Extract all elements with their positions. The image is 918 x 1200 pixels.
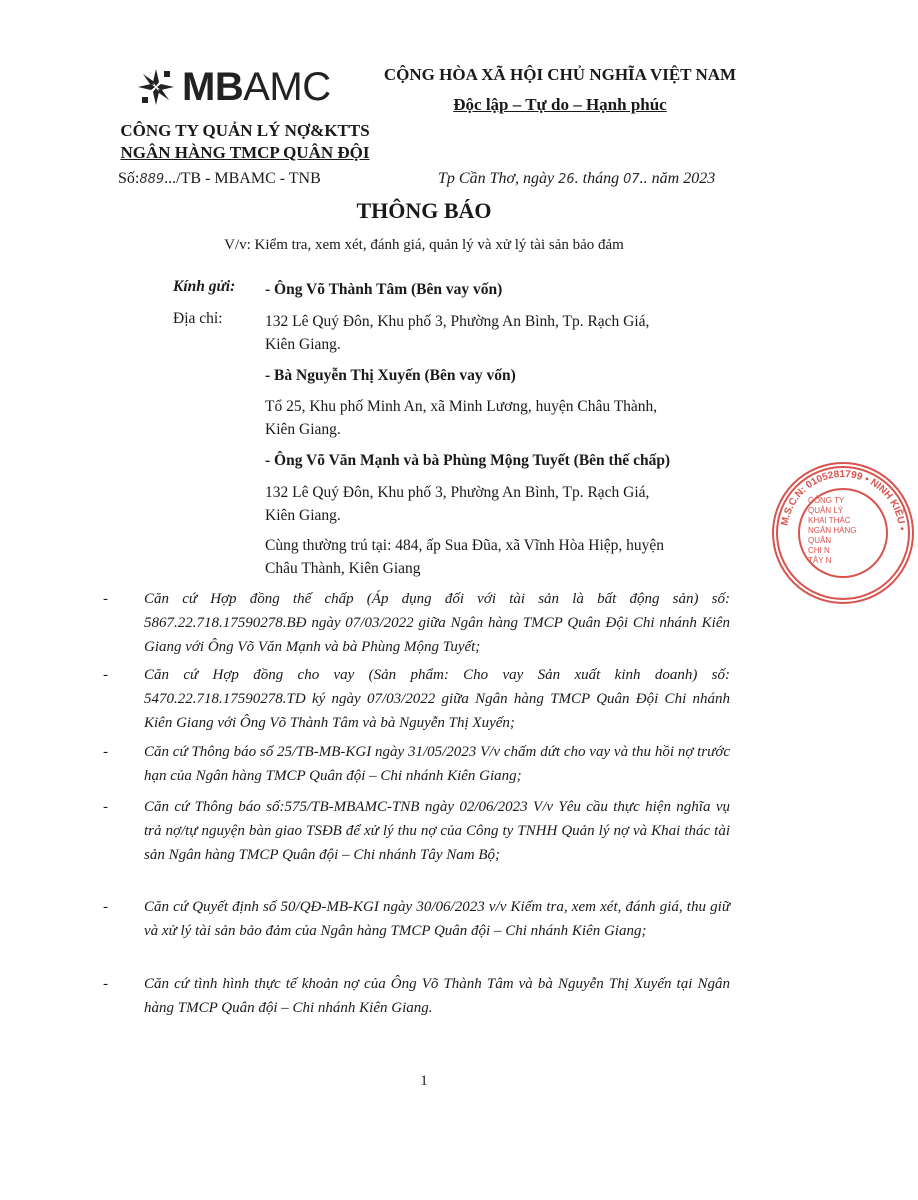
basis-5: Căn cứ Quyết định số 50/QĐ-MB-KGI ngày 30/06/2023 v/v Kiểm tra, xem xét, đánh giá, thu giữ và xử lý tài sản bảo đảm của Ngân hàng TMCP Quân đội – Chi nhánh Kiên Giang; bbox=[144, 899, 730, 939]
logo-text: MBAMC bbox=[182, 64, 331, 109]
document-subject: V/v: Kiểm tra, xem xét, đánh giá, quản lý và xử lý tài sản bảo đảm bbox=[224, 237, 624, 253]
basis-6-bullet: - bbox=[103, 976, 108, 992]
company-line-2: NGÂN HÀNG TMCP QUÂN ĐỘI bbox=[120, 143, 370, 162]
basis-5-bullet: - bbox=[103, 899, 108, 915]
mbamc-star-icon bbox=[134, 65, 178, 109]
basis-3: Căn cứ Thông báo số 25/TB-MB-KGI ngày 31/05/2023 V/v chấm dứt cho vay và thu hồi nợ trước hạn của Ngân hàng TMCP Quân đội – Chi nhánh Kiên Giang; bbox=[144, 744, 730, 784]
company-line-1: CÔNG TY QUẢN LÝ NỢ&KTTS bbox=[120, 121, 370, 140]
country-name: CỘNG HÒA XÃ HỘI CHỦ NGHĨA VIỆT NAM bbox=[383, 65, 737, 84]
page-number: 1 bbox=[420, 1073, 428, 1089]
company-name bbox=[110, 120, 380, 164]
recipient-2-address: Tổ 25, Khu phố Minh An, xã Minh Lương, huyện Châu Thành, Kiên Giang. bbox=[265, 398, 658, 438]
recipient-1-name: - Ông Võ Thành Tâm (Bên vay vốn) bbox=[265, 281, 503, 298]
document-number: Số:889.../TB - MBAMC - TNB bbox=[118, 170, 321, 187]
basis-1: Căn cứ Hợp đồng thế chấp (Áp dụng đối với tài sản là bất động sản) số: 5867.22.718.17590278.BĐ ngày 07/03/2022 giữa Ngân hàng TMCP Quân Đội Chi nhánh Kiên Giang với Ông Võ Văn Mạnh và bà Phùng Mộng Tuyết; bbox=[144, 591, 730, 655]
company-logo bbox=[134, 62, 344, 112]
document-title: THÔNG BÁO bbox=[356, 198, 492, 223]
handwritten-day: 26 bbox=[558, 172, 575, 187]
stamp-inner-text: CÔNG TY bbox=[808, 496, 845, 505]
national-header bbox=[370, 60, 750, 120]
motto: Độc lập – Tự do – Hạnh phúc bbox=[453, 95, 667, 114]
stamp-inner-text: KHAI THÁC bbox=[808, 516, 851, 525]
stamp-inner-text: TÂY N bbox=[808, 556, 832, 565]
handwritten-month: 07 bbox=[623, 172, 640, 187]
basis-3-bullet: - bbox=[103, 744, 108, 760]
basis-6: Căn cứ tình hình thực tế khoản nợ của Ông Võ Thành Tâm và bà Nguyễn Thị Xuyến tại Ngân hàng TMCP Quân đội – Chi nhánh Kiên Giang. bbox=[144, 976, 730, 1016]
recipient-3-address: 132 Lê Quý Đôn, Khu phố 3, Phường An Bình, Tp. Rạch Giá, Kiên Giang. bbox=[265, 484, 650, 524]
basis-4-bullet: - bbox=[103, 799, 108, 815]
stamp-inner-text: QUẢN LÝ bbox=[808, 506, 844, 515]
recipient-3-residence: Cùng thường trú tại: 484, ấp Sua Đũa, xã Vĩnh Hòa Hiệp, huyện Châu Thành, Kiên Giang bbox=[265, 537, 665, 577]
document-date: Tp Cần Thơ, ngày 26. tháng 07.. năm 2023 bbox=[438, 170, 716, 187]
basis-1-bullet: - bbox=[103, 591, 108, 607]
stamp-inner-text: NGÂN HÀNG bbox=[808, 526, 857, 535]
to-label: Kính gửi: bbox=[173, 278, 236, 295]
recipient-1-address: 132 Lê Quý Đôn, Khu phố 3, Phường An Bình, Tp. Rạch Giá, Kiên Giang. bbox=[265, 313, 650, 353]
handwritten-number: 889 bbox=[139, 172, 165, 187]
stamp-ring-text: M.S.C.N: 0105281799 • NINH KIỀU • bbox=[779, 468, 907, 531]
basis-4: Căn cứ Thông báo số:575/TB-MBAMC-TNB ngày 02/06/2023 V/v Yêu cầu thực hiện nghĩa vụ trả nợ/tự nguyện bàn giao TSĐB để xử lý thu nợ của Công ty TNHH Quản lý nợ và Khai thác tài sản Ngân hàng TMCP Quân đội – Chi nhánh Tây Nam Bộ; bbox=[144, 799, 730, 863]
address-label: Địa chỉ: bbox=[173, 310, 223, 327]
basis-2: Căn cứ Hợp đồng cho vay (Sản phẩm: Cho vay Sản xuất kinh doanh) số: 5470.22.718.17590278.TD ký ngày 07/03/2022 giữa Ngân hàng TMCP Quân Đội Chi nhánh Kiên Giang với Ông Võ Thành Tâm và bà Nguyễn Thị Xuyến; bbox=[144, 667, 730, 731]
stamp-inner-text: QUÂN bbox=[808, 536, 832, 545]
recipient-2-name: - Bà Nguyễn Thị Xuyến (Bên vay vốn) bbox=[265, 367, 516, 384]
stamp-inner-text: CHI N bbox=[808, 546, 830, 555]
basis-2-bullet: - bbox=[103, 667, 108, 683]
company-seal-stamp bbox=[768, 458, 918, 608]
recipient-3-name: - Ông Võ Văn Mạnh và bà Phùng Mộng Tuyết (Bên thế chấp) bbox=[265, 452, 671, 469]
